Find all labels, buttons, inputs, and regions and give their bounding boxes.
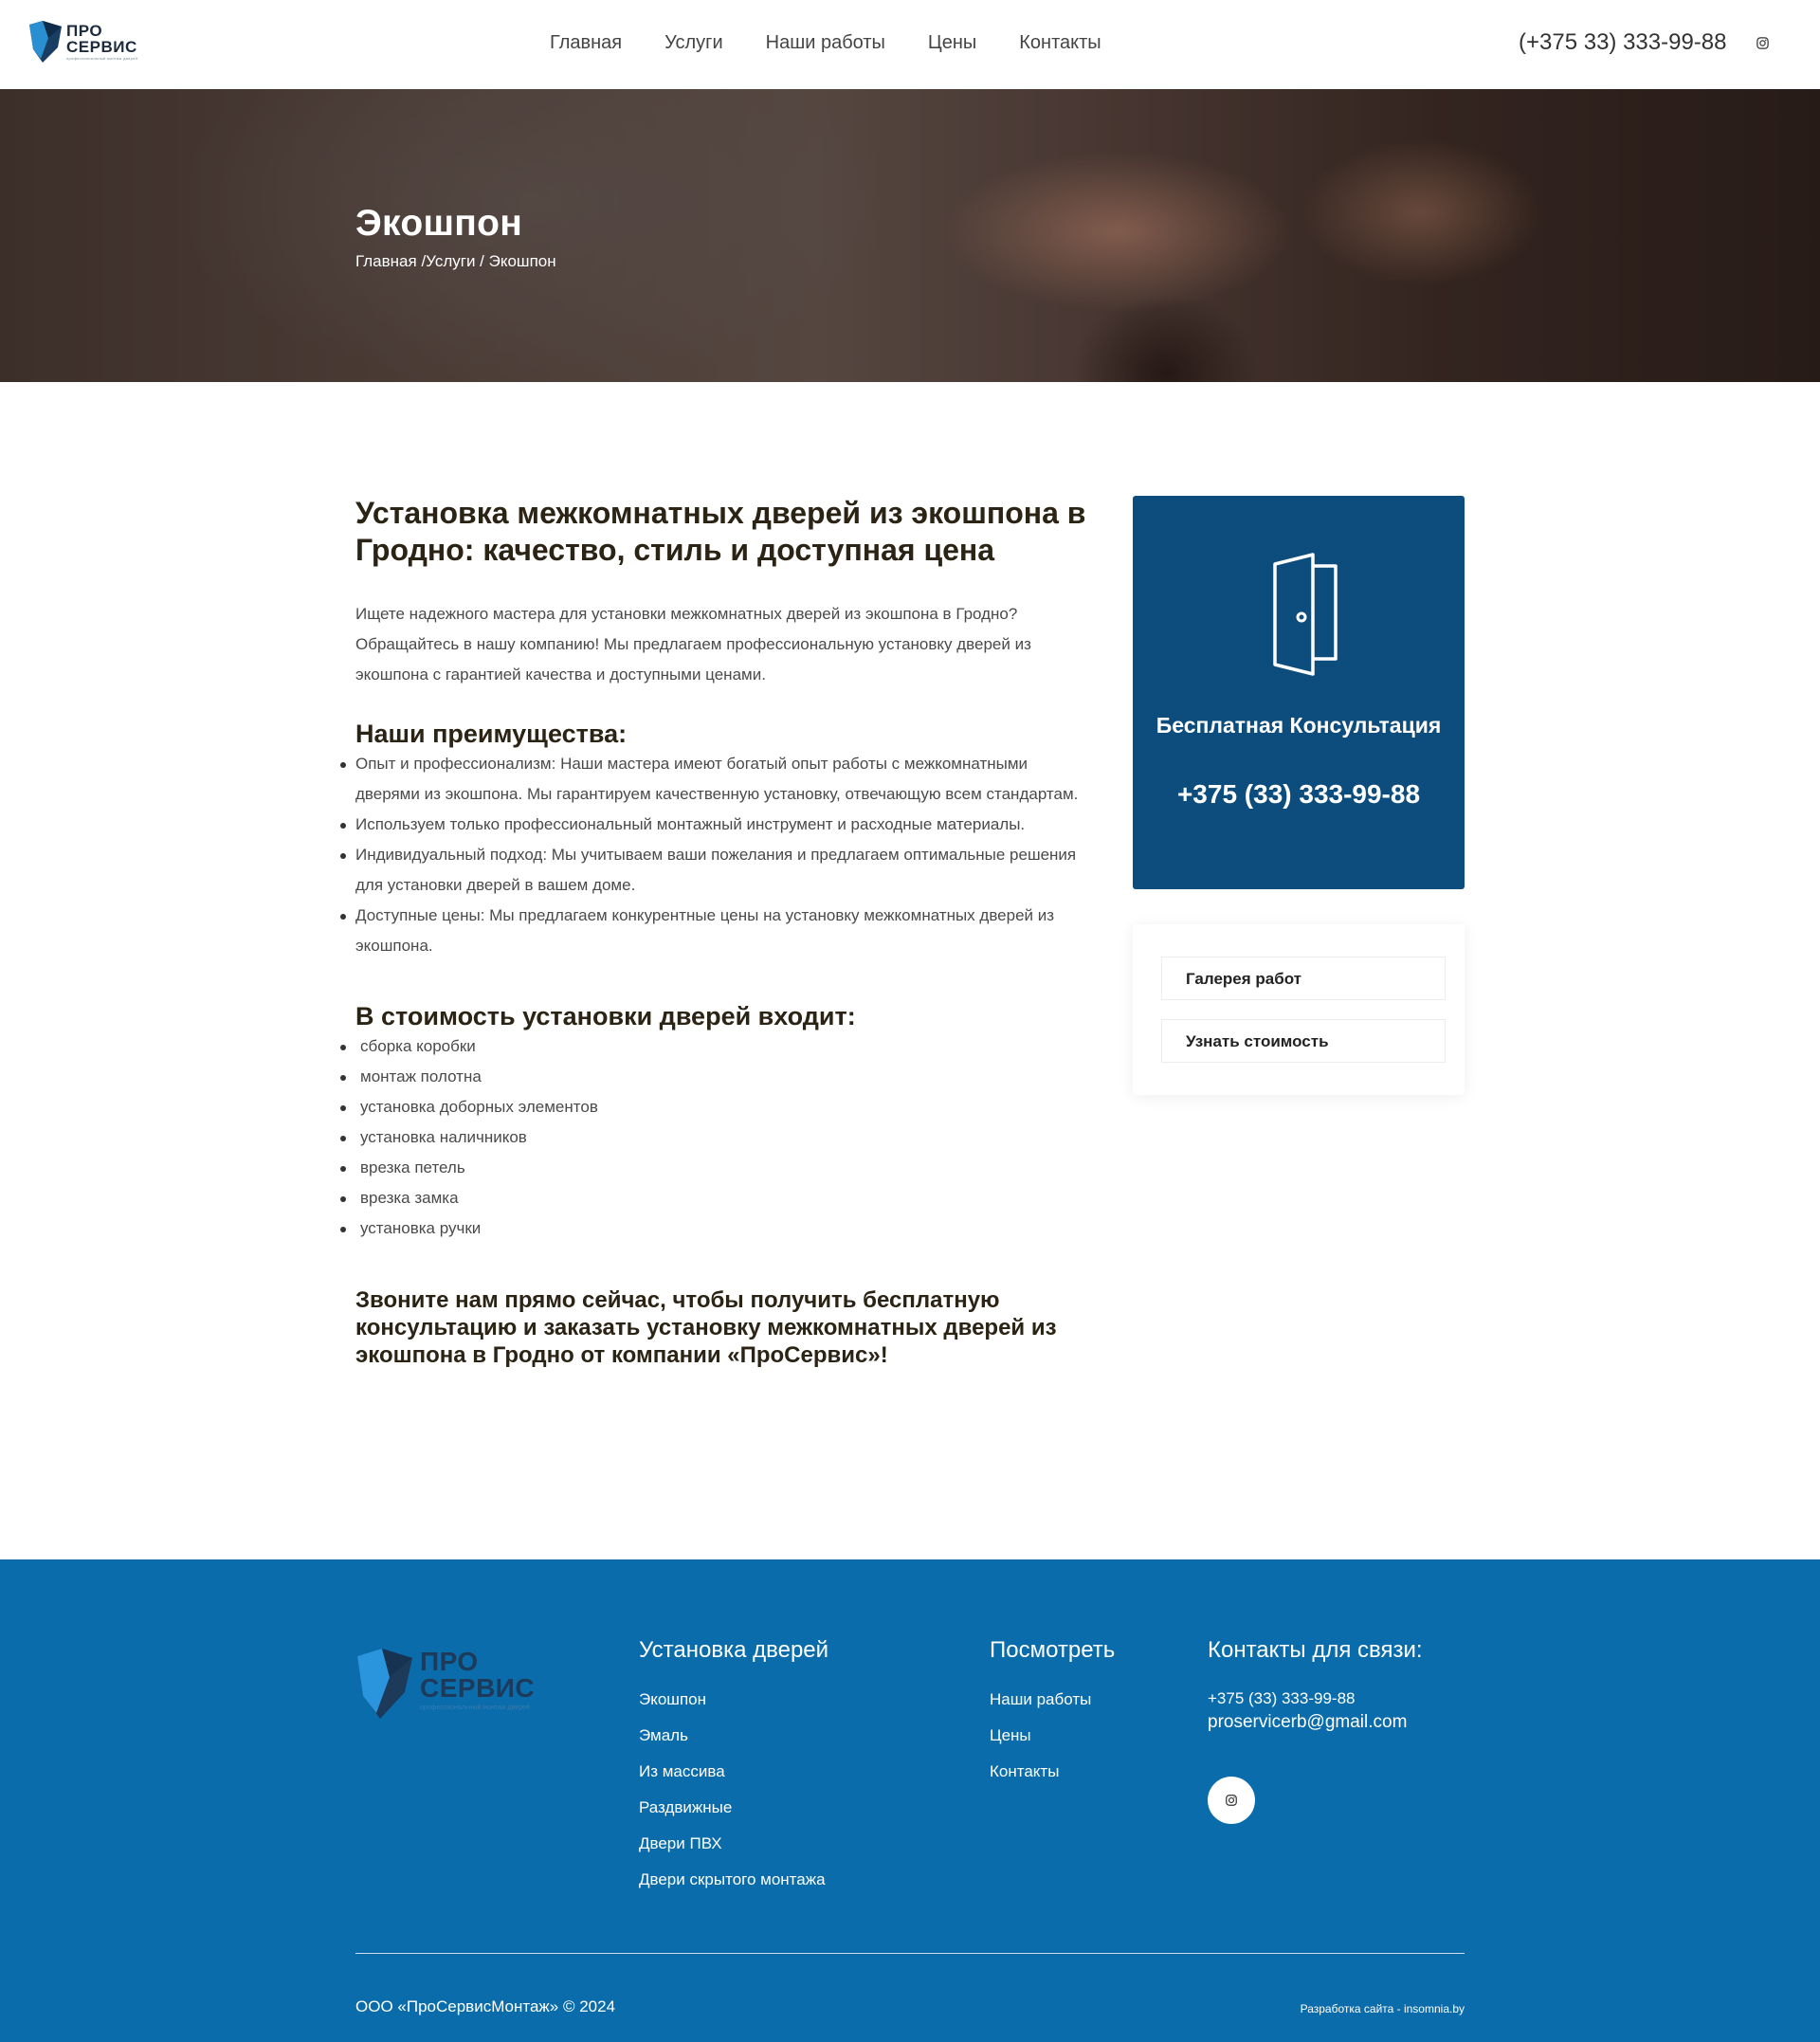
footer-phone[interactable]: +375 (33) 333-99-88 <box>1208 1689 1356 1707</box>
nav-home[interactable]: Главная <box>550 32 623 53</box>
header-phone[interactable]: (+375 33) 333-99-88 <box>1519 29 1727 55</box>
logo-line-1: ПРО <box>420 1647 479 1676</box>
consultation-phone[interactable]: +375 (33) 333-99-88 <box>1176 779 1421 809</box>
consultation-title: Бесплатная Консультация <box>1156 713 1442 738</box>
breadcrumb-services[interactable]: Услуги <box>426 252 476 270</box>
breadcrumb <box>355 252 556 271</box>
footer-link[interactable]: Из массива <box>639 1762 725 1780</box>
logo-line-1: ПРО <box>66 22 103 40</box>
site-header <box>0 0 1820 89</box>
breadcrumb-current: Экошпон <box>488 252 556 270</box>
footer-link[interactable]: Раздвижные <box>639 1798 733 1816</box>
copyright: ООО «ПроСервисМонтаж» © 2024 <box>355 1997 616 2015</box>
list-item: Доступные цены: Мы предлагаем конкурентные цены на установку межкомнатных дверей из экошпона. <box>355 901 1095 961</box>
footer-link[interactable]: Двери скрытого монтажа <box>639 1870 826 1888</box>
closing-cta-text: Звоните нам прямо сейчас, чтобы получить бесплатную консультацию и заказать установку межкомнатных дверей из экошпона в Гродно от компании «ПроСервис»! <box>355 1287 1057 1368</box>
footer-email[interactable]: proservicerb@gmail.com <box>1208 1712 1408 1732</box>
advantages-list <box>355 749 1095 961</box>
main-content <box>0 382 1820 1559</box>
logo-tagline: профессиональный монтаж дверей <box>66 56 138 61</box>
logo-shield-icon <box>29 21 62 63</box>
instagram-icon[interactable] <box>1756 36 1770 50</box>
footer-column-title: Установка дверей <box>639 1637 829 1663</box>
advantages-heading: Наши преимущества: <box>355 720 628 748</box>
site-footer <box>0 1559 1820 2042</box>
list-item: врезка петель <box>355 1153 1095 1183</box>
site-logo[interactable] <box>29 21 137 63</box>
logo-shield-icon <box>357 1649 412 1719</box>
footer-link[interactable]: Экошпон <box>639 1690 706 1708</box>
developer-credit-link[interactable]: Разработка сайта - insomnia.by <box>1300 2002 1465 2015</box>
footer-column-services <box>639 1637 828 1889</box>
footer-link[interactable]: Наши работы <box>990 1690 1092 1708</box>
article <box>355 495 1095 1369</box>
footer-divider <box>355 1953 1465 1954</box>
main-nav <box>550 32 1144 54</box>
door-icon <box>1256 553 1341 676</box>
list-item: монтаж полотна <box>355 1062 1095 1092</box>
breadcrumb-separator: / <box>416 252 427 270</box>
footer-column-view <box>990 1637 1115 1781</box>
footer-column-contacts <box>1208 1637 1423 1733</box>
breadcrumb-separator: / <box>475 252 489 270</box>
footer-instagram-button[interactable] <box>1208 1777 1255 1824</box>
hero-banner <box>0 89 1820 382</box>
footer-link[interactable]: Двери ПВХ <box>639 1834 722 1852</box>
list-item: врезка замка <box>355 1183 1095 1213</box>
article-title: Установка межкомнатных дверей из экошпона в Гродно: качество, стиль и доступная цена <box>355 496 1086 567</box>
list-item: установка наличников <box>355 1122 1095 1153</box>
list-item: сборка коробки <box>355 1031 1095 1062</box>
logo-tagline: профессиональный монтаж дверей <box>420 1705 530 1711</box>
nav-contacts[interactable]: Контакты <box>1019 32 1101 53</box>
list-item: Опыт и профессионализм: Наши мастера имеют богатый опыт работы с межкомнатными дверями из экошпона. Мы гарантируем качественную установку, отвечающую всем стандартам. <box>355 749 1095 810</box>
nav-works[interactable]: Наши работы <box>765 32 885 53</box>
price-inquiry-link[interactable]: Узнать стоимость <box>1161 1019 1446 1063</box>
footer-link[interactable]: Эмаль <box>639 1726 688 1744</box>
logo-line-2: СЕРВИС <box>420 1673 536 1703</box>
footer-logo[interactable] <box>357 1649 535 1719</box>
cost-list <box>355 1031 1095 1244</box>
list-item: Индивидуальный подход: Мы учитываем ваши пожелания и предлагаем оптимальные решения для установки дверей в вашем доме. <box>355 840 1095 901</box>
list-item: установка доборных элементов <box>355 1092 1095 1122</box>
sidebar-links <box>1133 924 1465 1095</box>
footer-column-title: Посмотреть <box>990 1637 1116 1663</box>
list-item: установка ручки <box>355 1213 1095 1244</box>
article-intro: Ищете надежного мастера для установки межкомнатных дверей из экошпона в Гродно? Обращайтесь в нашу компанию! Мы предлагаем профессиональную установку дверей из экошпона с гарантией качества и доступными ценами. <box>355 605 1031 684</box>
footer-link[interactable]: Цены <box>990 1726 1031 1744</box>
logo-line-2: СЕРВИС <box>66 38 137 56</box>
footer-link[interactable]: Контакты <box>990 1762 1060 1780</box>
gallery-link[interactable]: Галерея работ <box>1161 957 1446 1000</box>
list-item: Используем только профессиональный монтажный инструмент и расходные материалы. <box>355 810 1095 840</box>
page-title: Экошпон <box>355 203 523 244</box>
consultation-card[interactable] <box>1133 496 1465 889</box>
cost-heading: В стоимость установки дверей входит: <box>355 1002 856 1030</box>
breadcrumb-home[interactable]: Главная <box>355 252 417 270</box>
instagram-icon <box>1225 1794 1238 1807</box>
footer-column-title: Контакты для связи: <box>1208 1637 1423 1663</box>
nav-services[interactable]: Услуги <box>664 32 723 53</box>
nav-prices[interactable]: Цены <box>927 32 977 53</box>
